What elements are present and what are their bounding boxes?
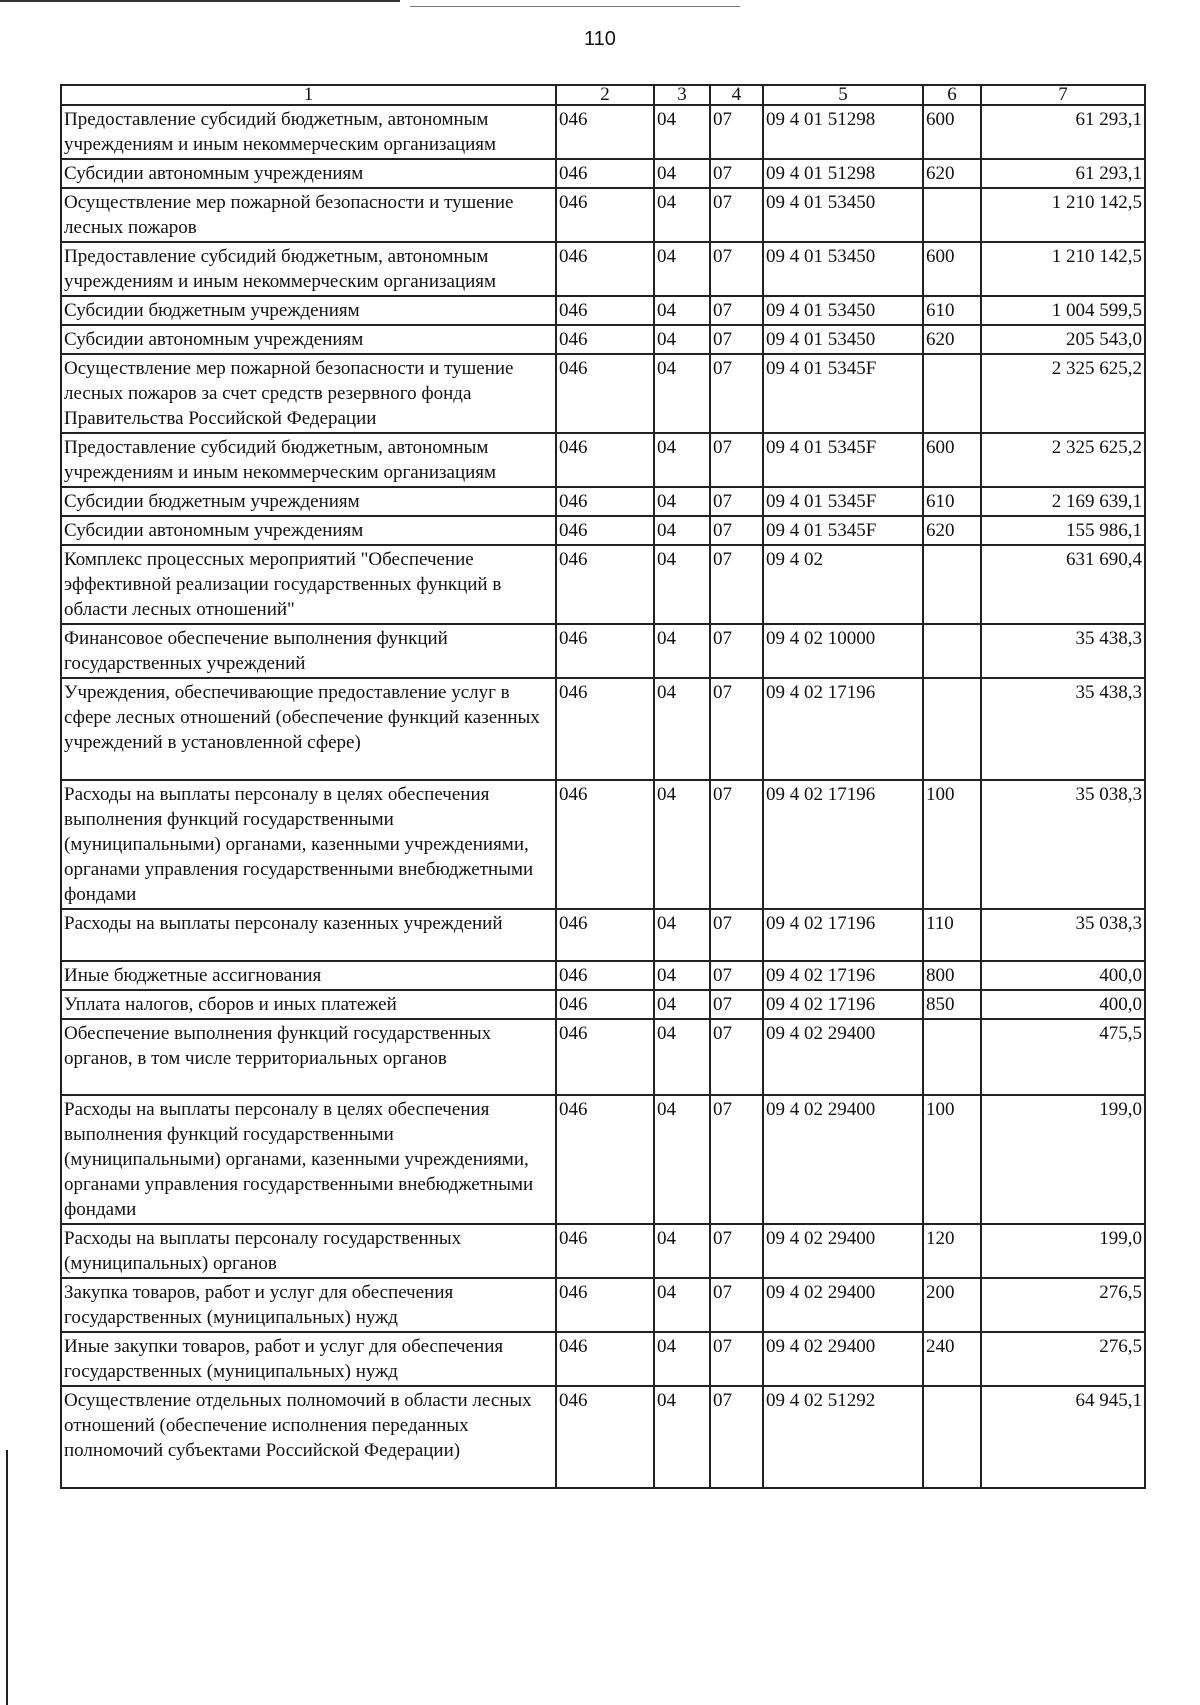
cell-col7: 631 690,4 bbox=[981, 545, 1145, 624]
cell-col6: 600 bbox=[923, 433, 981, 487]
cell-col4: 07 bbox=[710, 242, 763, 296]
cell-col2: 046 bbox=[556, 159, 654, 188]
cell-col5: 09 4 02 51292 bbox=[763, 1386, 923, 1488]
cell-col4: 07 bbox=[710, 296, 763, 325]
cell-col4: 07 bbox=[710, 678, 763, 780]
cell-col6: 600 bbox=[923, 242, 981, 296]
cell-col2: 046 bbox=[556, 188, 654, 242]
cell-col3: 04 bbox=[654, 105, 710, 159]
cell-col7: 1 004 599,5 bbox=[981, 296, 1145, 325]
cell-col2: 046 bbox=[556, 1019, 654, 1095]
cell-col2: 046 bbox=[556, 1332, 654, 1386]
cell-col5: 09 4 02 29400 bbox=[763, 1095, 923, 1224]
cell-col5: 09 4 02 29400 bbox=[763, 1224, 923, 1278]
cell-col3: 04 bbox=[654, 242, 710, 296]
cell-col6: 620 bbox=[923, 516, 981, 545]
cell-name: Осуществление мер пожарной безопасности и тушение лесных пожаров за счет средств резервного фонда Правительства Российской Федерации bbox=[61, 354, 556, 433]
cell-col3: 04 bbox=[654, 678, 710, 780]
cell-col3: 04 bbox=[654, 1224, 710, 1278]
table-row bbox=[61, 1332, 1145, 1386]
cell-col7: 400,0 bbox=[981, 961, 1145, 990]
cell-col7: 35 038,3 bbox=[981, 909, 1145, 961]
cell-name: Комплекс процессных мероприятий "Обеспечение эффективной реализации государственных функций в области лесных отношений" bbox=[61, 545, 556, 624]
cell-col4: 07 bbox=[710, 1278, 763, 1332]
cell-col7: 64 945,1 bbox=[981, 1386, 1145, 1488]
cell-name: Предоставление субсидий бюджетным, автономным учреждениям и иным некоммерческим организациям bbox=[61, 105, 556, 159]
header-cell-2: 2 bbox=[556, 85, 654, 105]
table-row bbox=[61, 961, 1145, 990]
table-body bbox=[61, 105, 1145, 1488]
cell-col3: 04 bbox=[654, 909, 710, 961]
cell-col6: 610 bbox=[923, 296, 981, 325]
cell-col6: 200 bbox=[923, 1278, 981, 1332]
table-row bbox=[61, 1278, 1145, 1332]
cell-name: Учреждения, обеспечивающие предоставление услуг в сфере лесных отношений (обеспечение функций казенных учреждений в установленной сфере) bbox=[61, 678, 556, 780]
cell-col2: 046 bbox=[556, 1095, 654, 1224]
cell-col7: 61 293,1 bbox=[981, 159, 1145, 188]
header-cell-6: 6 bbox=[923, 85, 981, 105]
cell-col3: 04 bbox=[654, 624, 710, 678]
table-row bbox=[61, 990, 1145, 1019]
cell-col5: 09 4 02 29400 bbox=[763, 1332, 923, 1386]
cell-col2: 046 bbox=[556, 296, 654, 325]
cell-name: Расходы на выплаты персоналу казенных учреждений bbox=[61, 909, 556, 961]
cell-col5: 09 4 01 53450 bbox=[763, 188, 923, 242]
table-row bbox=[61, 433, 1145, 487]
cell-name: Субсидии автономным учреждениям bbox=[61, 159, 556, 188]
cell-col2: 046 bbox=[556, 624, 654, 678]
cell-col2: 046 bbox=[556, 545, 654, 624]
table-row bbox=[61, 624, 1145, 678]
cell-col2: 046 bbox=[556, 990, 654, 1019]
cell-col4: 07 bbox=[710, 780, 763, 909]
cell-col7: 2 325 625,2 bbox=[981, 433, 1145, 487]
cell-col2: 046 bbox=[556, 433, 654, 487]
cell-col5: 09 4 02 29400 bbox=[763, 1019, 923, 1095]
cell-name: Субсидии бюджетным учреждениям bbox=[61, 296, 556, 325]
cell-col7: 35 038,3 bbox=[981, 780, 1145, 909]
cell-col5: 09 4 01 5345F bbox=[763, 433, 923, 487]
cell-col5: 09 4 01 51298 bbox=[763, 159, 923, 188]
header-cell-1: 1 bbox=[61, 85, 556, 105]
table-row bbox=[61, 296, 1145, 325]
table-row bbox=[61, 487, 1145, 516]
cell-col7: 1 210 142,5 bbox=[981, 242, 1145, 296]
cell-col7: 276,5 bbox=[981, 1332, 1145, 1386]
cell-col2: 046 bbox=[556, 105, 654, 159]
cell-col3: 04 bbox=[654, 487, 710, 516]
cell-col6: 800 bbox=[923, 961, 981, 990]
cell-col6: 600 bbox=[923, 105, 981, 159]
header-cell-5: 5 bbox=[763, 85, 923, 105]
cell-col6: 120 bbox=[923, 1224, 981, 1278]
cell-col2: 046 bbox=[556, 487, 654, 516]
cell-col5: 09 4 02 10000 bbox=[763, 624, 923, 678]
cell-col7: 2 325 625,2 bbox=[981, 354, 1145, 433]
table-row bbox=[61, 1019, 1145, 1095]
cell-col7: 199,0 bbox=[981, 1224, 1145, 1278]
cell-name: Предоставление субсидий бюджетным, автономным учреждениям и иным некоммерческим организациям bbox=[61, 242, 556, 296]
cell-col7: 205 543,0 bbox=[981, 325, 1145, 354]
cell-col4: 07 bbox=[710, 1332, 763, 1386]
cell-col3: 04 bbox=[654, 1386, 710, 1488]
cell-col2: 046 bbox=[556, 961, 654, 990]
cell-col5: 09 4 01 5345F bbox=[763, 354, 923, 433]
cell-name: Осуществление мер пожарной безопасности и тушение лесных пожаров bbox=[61, 188, 556, 242]
cell-col4: 07 bbox=[710, 1386, 763, 1488]
cell-col6 bbox=[923, 188, 981, 242]
cell-col2: 046 bbox=[556, 1278, 654, 1332]
cell-name: Субсидии бюджетным учреждениям bbox=[61, 487, 556, 516]
cell-col2: 046 bbox=[556, 909, 654, 961]
cell-name: Субсидии автономным учреждениям bbox=[61, 516, 556, 545]
cell-col5: 09 4 01 5345F bbox=[763, 516, 923, 545]
cell-col3: 04 bbox=[654, 545, 710, 624]
table-header bbox=[61, 85, 1145, 105]
cell-col6: 850 bbox=[923, 990, 981, 1019]
table-row bbox=[61, 1224, 1145, 1278]
cell-name: Иные бюджетные ассигнования bbox=[61, 961, 556, 990]
cell-name: Иные закупки товаров, работ и услуг для обеспечения государственных (муниципальных) нужд bbox=[61, 1332, 556, 1386]
cell-col6: 100 bbox=[923, 1095, 981, 1224]
cell-col3: 04 bbox=[654, 159, 710, 188]
cell-col6 bbox=[923, 1019, 981, 1095]
cell-col5: 09 4 01 53450 bbox=[763, 296, 923, 325]
cell-col5: 09 4 02 17196 bbox=[763, 780, 923, 909]
cell-col4: 07 bbox=[710, 354, 763, 433]
cell-col3: 04 bbox=[654, 325, 710, 354]
cell-col6: 610 bbox=[923, 487, 981, 516]
cell-col4: 07 bbox=[710, 909, 763, 961]
cell-col2: 046 bbox=[556, 242, 654, 296]
cell-col4: 07 bbox=[710, 961, 763, 990]
cell-col6 bbox=[923, 624, 981, 678]
cell-col2: 046 bbox=[556, 354, 654, 433]
cell-col6 bbox=[923, 354, 981, 433]
header-cell-3: 3 bbox=[654, 85, 710, 105]
cell-col3: 04 bbox=[654, 1278, 710, 1332]
cell-col3: 04 bbox=[654, 1332, 710, 1386]
cell-col4: 07 bbox=[710, 990, 763, 1019]
header-row bbox=[61, 85, 1145, 105]
cell-col3: 04 bbox=[654, 433, 710, 487]
cell-col4: 07 bbox=[710, 516, 763, 545]
cell-col5: 09 4 02 17196 bbox=[763, 678, 923, 780]
cell-col4: 07 bbox=[710, 325, 763, 354]
cell-col5: 09 4 02 17196 bbox=[763, 909, 923, 961]
cell-col2: 046 bbox=[556, 678, 654, 780]
cell-col4: 07 bbox=[710, 105, 763, 159]
budget-table bbox=[60, 84, 1146, 1489]
cell-col7: 35 438,3 bbox=[981, 678, 1145, 780]
cell-col7: 400,0 bbox=[981, 990, 1145, 1019]
cell-col6: 620 bbox=[923, 325, 981, 354]
cell-col7: 2 169 639,1 bbox=[981, 487, 1145, 516]
cell-col2: 046 bbox=[556, 1386, 654, 1488]
table-row bbox=[61, 909, 1145, 961]
cell-col5: 09 4 01 51298 bbox=[763, 105, 923, 159]
cell-name: Обеспечение выполнения функций государственных органов, в том числе территориальных органов bbox=[61, 1019, 556, 1095]
cell-col7: 35 438,3 bbox=[981, 624, 1145, 678]
table-row bbox=[61, 325, 1145, 354]
cell-name: Финансовое обеспечение выполнения функций государственных учреждений bbox=[61, 624, 556, 678]
cell-col3: 04 bbox=[654, 296, 710, 325]
cell-col4: 07 bbox=[710, 1224, 763, 1278]
cell-col5: 09 4 02 17196 bbox=[763, 961, 923, 990]
cell-name: Осуществление отдельных полномочий в области лесных отношений (обеспечение исполнения переданных полномочий субъектами Российской Федерации) bbox=[61, 1386, 556, 1488]
cell-col6 bbox=[923, 545, 981, 624]
cell-col6: 620 bbox=[923, 159, 981, 188]
top-scan-rule-secondary bbox=[410, 6, 740, 7]
cell-col7: 1 210 142,5 bbox=[981, 188, 1145, 242]
cell-name: Субсидии автономным учреждениям bbox=[61, 325, 556, 354]
cell-col2: 046 bbox=[556, 1224, 654, 1278]
header-cell-7: 7 bbox=[981, 85, 1145, 105]
table-row bbox=[61, 545, 1145, 624]
table-row bbox=[61, 1386, 1145, 1488]
table-row bbox=[61, 354, 1145, 433]
top-scan-rule bbox=[0, 0, 400, 2]
cell-col6 bbox=[923, 1386, 981, 1488]
cell-col5: 09 4 01 5345F bbox=[763, 487, 923, 516]
cell-col4: 07 bbox=[710, 433, 763, 487]
cell-name: Закупка товаров, работ и услуг для обеспечения государственных (муниципальных) нужд bbox=[61, 1278, 556, 1332]
table-row bbox=[61, 1095, 1145, 1224]
table-row bbox=[61, 159, 1145, 188]
cell-col7: 61 293,1 bbox=[981, 105, 1145, 159]
cell-col7: 199,0 bbox=[981, 1095, 1145, 1224]
cell-col5: 09 4 02 bbox=[763, 545, 923, 624]
cell-col5: 09 4 02 17196 bbox=[763, 990, 923, 1019]
cell-col2: 046 bbox=[556, 325, 654, 354]
table-row bbox=[61, 516, 1145, 545]
cell-name: Уплата налогов, сборов и иных платежей bbox=[61, 990, 556, 1019]
cell-col4: 07 bbox=[710, 1019, 763, 1095]
cell-col3: 04 bbox=[654, 1095, 710, 1224]
cell-col3: 04 bbox=[654, 961, 710, 990]
cell-col5: 09 4 02 29400 bbox=[763, 1278, 923, 1332]
table-row bbox=[61, 780, 1145, 909]
cell-col5: 09 4 01 53450 bbox=[763, 325, 923, 354]
cell-col7: 276,5 bbox=[981, 1278, 1145, 1332]
cell-col3: 04 bbox=[654, 1019, 710, 1095]
cell-col4: 07 bbox=[710, 188, 763, 242]
cell-col3: 04 bbox=[654, 780, 710, 909]
cell-name: Предоставление субсидий бюджетным, автономным учреждениям и иным некоммерческим организациям bbox=[61, 433, 556, 487]
cell-col3: 04 bbox=[654, 188, 710, 242]
cell-col4: 07 bbox=[710, 545, 763, 624]
cell-col2: 046 bbox=[556, 516, 654, 545]
cell-col6: 110 bbox=[923, 909, 981, 961]
cell-col6: 100 bbox=[923, 780, 981, 909]
cell-col4: 07 bbox=[710, 487, 763, 516]
cell-col3: 04 bbox=[654, 516, 710, 545]
cell-col3: 04 bbox=[654, 354, 710, 433]
cell-col4: 07 bbox=[710, 159, 763, 188]
table-row bbox=[61, 188, 1145, 242]
cell-col7: 155 986,1 bbox=[981, 516, 1145, 545]
table-row bbox=[61, 105, 1145, 159]
cell-col3: 04 bbox=[654, 990, 710, 1019]
cell-col4: 07 bbox=[710, 1095, 763, 1224]
cell-name: Расходы на выплаты персоналу в целях обеспечения выполнения функций государственными (муниципальными) органами, казенными учреждениями, органами управления государственными внебюджетными фондами bbox=[61, 780, 556, 909]
cell-col2: 046 bbox=[556, 780, 654, 909]
cell-col6 bbox=[923, 678, 981, 780]
cell-col7: 475,5 bbox=[981, 1019, 1145, 1095]
left-scan-rule bbox=[6, 1450, 8, 1705]
cell-col4: 07 bbox=[710, 624, 763, 678]
cell-name: Расходы на выплаты персоналу в целях обеспечения выполнения функций государственными (муниципальными) органами, казенными учреждениями, органами управления государственными внебюджетными фондами bbox=[61, 1095, 556, 1224]
header-cell-4: 4 bbox=[710, 85, 763, 105]
table-row bbox=[61, 242, 1145, 296]
cell-name: Расходы на выплаты персоналу государственных (муниципальных) органов bbox=[61, 1224, 556, 1278]
table-row bbox=[61, 678, 1145, 780]
cell-col5: 09 4 01 53450 bbox=[763, 242, 923, 296]
page-number: 110 bbox=[584, 28, 616, 50]
cell-col6: 240 bbox=[923, 1332, 981, 1386]
